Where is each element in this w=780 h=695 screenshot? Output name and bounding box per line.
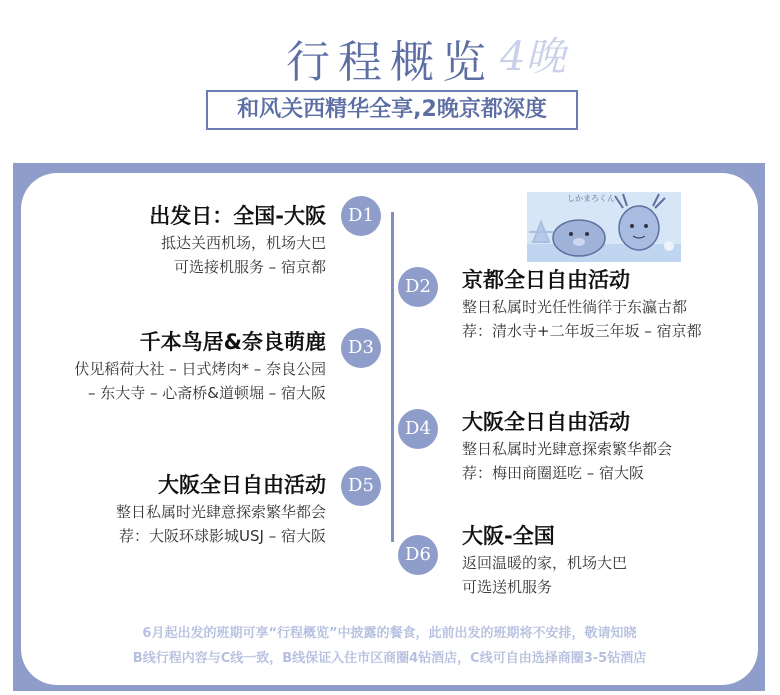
day-badge: D3 bbox=[341, 328, 381, 368]
timeline-line bbox=[391, 212, 394, 542]
day2-block bbox=[462, 265, 702, 343]
day-detail: 返回温暖的家，机场大巴 bbox=[462, 554, 628, 572]
day-detail: 荐：梅田商圈逛吃 – 宿大阪 bbox=[462, 464, 645, 482]
day-title: 京都全日自由活动 bbox=[462, 268, 630, 292]
svg-text:しかまろくん: しかまろくん bbox=[567, 194, 615, 203]
page-title: 行程概览 bbox=[286, 37, 494, 88]
day-detail: 荐：清水寺+二年坂三年坂 – 宿京都 bbox=[462, 322, 702, 340]
day-badge: D4 bbox=[398, 409, 438, 449]
day-detail: 整日私属时光任性徜徉于东瀛古都 bbox=[462, 298, 688, 316]
day-detail: 整日私属时光肆意探索繁华都会 bbox=[462, 440, 673, 458]
subtitle-banner: 和风关西精华全享,2晚京都深度 bbox=[206, 90, 578, 130]
day6-block bbox=[462, 521, 627, 599]
mascot-illustration bbox=[527, 192, 681, 262]
day-badge: D1 bbox=[341, 196, 381, 236]
day1-block bbox=[20, 201, 326, 279]
meal-note: 6月起出发的班期可享“行程概览”中披露的餐食，此前出发的班期将不安排，敬请知晓 bbox=[142, 626, 637, 641]
day-detail: 可选送机服务 bbox=[462, 578, 553, 596]
day-detail: 抵达关西机场，机场大巴 bbox=[160, 234, 326, 252]
handwritten-days-mark bbox=[496, 24, 586, 84]
svg-text:4晚: 4晚 bbox=[500, 34, 566, 80]
day-detail: 荐：大阪环球影城USJ – 宿大阪 bbox=[119, 527, 326, 545]
day-title: 大阪全日自由活动 bbox=[158, 473, 326, 497]
day-detail: 伏见稻荷大社 – 日式烤肉* – 奈良公园 bbox=[74, 360, 326, 378]
day5-block bbox=[20, 470, 326, 548]
day-badge: D2 bbox=[398, 267, 438, 307]
day-title: 出发日：全国-大阪 bbox=[149, 204, 326, 228]
day-title: 千本鸟居&奈良萌鹿 bbox=[139, 330, 326, 354]
day-badge: D5 bbox=[341, 466, 381, 506]
day-detail: 整日私属时光肆意探索繁华都会 bbox=[115, 503, 326, 521]
day-badge: D6 bbox=[398, 535, 438, 575]
day-detail: – 东大寺 – 心斋桥&道顿堀 – 宿大阪 bbox=[87, 384, 326, 402]
day-detail: 可选接机服务 – 宿京都 bbox=[173, 258, 326, 276]
day3-block bbox=[20, 327, 326, 405]
hotel-note: B线行程内容与C线一致，B线保证入住市区商圈4钻酒店，C线可自由选择商圈3-5钻酒店 bbox=[132, 651, 647, 666]
day-title: 大阪-全国 bbox=[462, 524, 555, 548]
day-title: 大阪全日自由活动 bbox=[462, 410, 630, 434]
day4-block bbox=[462, 407, 672, 485]
